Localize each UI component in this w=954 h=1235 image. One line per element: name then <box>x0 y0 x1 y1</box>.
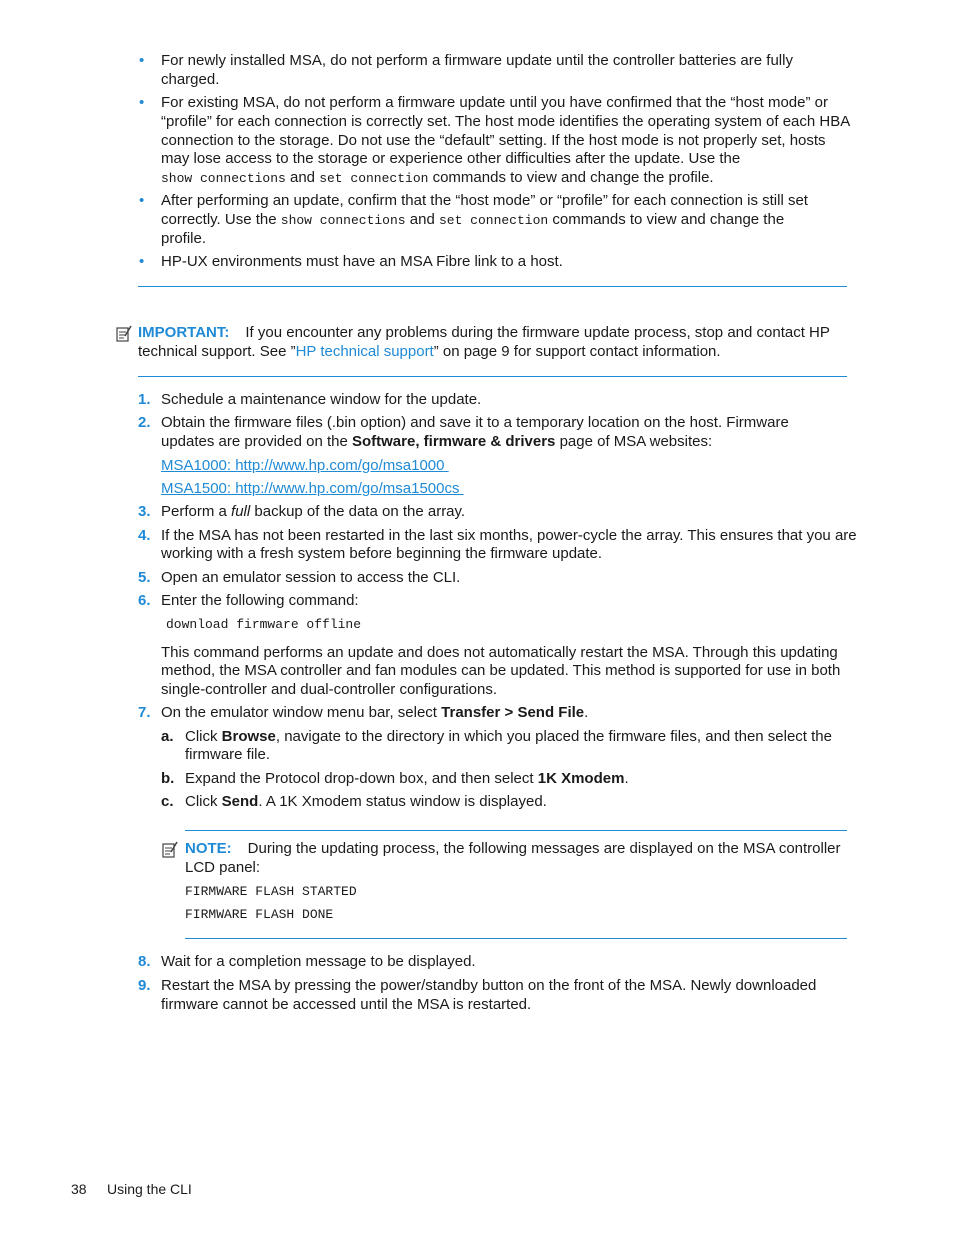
msa1500-link-row <box>161 479 464 498</box>
step-3-pre: Perform a <box>161 503 232 520</box>
transfer-send-file-label: Transfer > Send File <box>441 704 585 721</box>
bullet-3-pre: correctly. Use the <box>161 211 281 228</box>
conjunction: and <box>285 169 320 186</box>
substep-c-text <box>185 792 547 811</box>
bullet-marker: • <box>139 192 145 209</box>
bullet-marker: • <box>139 253 145 270</box>
step-8-text: Wait for a completion message to be displayed. <box>161 953 476 970</box>
substep-c-post: . A 1K Xmodem status window is displayed. <box>258 793 547 810</box>
bullet-2-tail: commands to view and change the profile. <box>428 169 714 186</box>
step-6-para-line-2: method, the MSA controller and fan modules can be updated. This method is supported for use in both <box>161 662 841 679</box>
bullet-marker: • <box>139 52 145 69</box>
command-show-connections: show connections <box>161 171 286 186</box>
substep-b-text <box>185 769 629 788</box>
note-line-2: LCD panel: <box>185 859 261 876</box>
step-4-line-2: working with a fresh system before beginning the firmware update. <box>161 545 603 562</box>
note-label: NOTE: <box>185 840 232 857</box>
step-6-para-line-3: single-controller and dual-controller configurations. <box>161 681 498 698</box>
send-label: Send <box>221 793 259 810</box>
step-3-post: backup of the data on the array. <box>250 503 466 520</box>
step-7-post: . <box>584 704 589 721</box>
substep-a-post: , navigate to the directory in which you placed the firmware files, and then select the <box>275 728 832 745</box>
step-number: 6. <box>138 592 151 609</box>
step-2-line-2 <box>161 432 712 451</box>
substep-letter: a. <box>161 728 174 745</box>
important-text: If you encounter any problems during the firmware update process, stop and contact HP <box>245 324 830 341</box>
substep-a-line-1 <box>185 727 832 746</box>
step-number: 9. <box>138 977 151 994</box>
important-line-1 <box>138 323 830 342</box>
command-set-connection: set connection <box>319 171 429 186</box>
software-firmware-drivers-label: Software, firmware & drivers <box>351 433 556 450</box>
substep-b-post: . <box>624 770 629 787</box>
step-9-line-1: Restart the MSA by pressing the power/standby button on the front of the MSA. Newly downloaded <box>161 977 817 994</box>
command-set-connection: set connection <box>438 213 549 228</box>
xmodem-label: 1K Xmodem <box>537 770 625 787</box>
msa1000-link-row <box>161 456 449 475</box>
lcd-message: FIRMWARE FLASH STARTED <box>185 884 357 899</box>
command-download-firmware: download firmware offline <box>166 617 362 632</box>
important-label: IMPORTANT: <box>138 324 230 341</box>
bullet-marker: • <box>139 94 145 111</box>
step-2-line-1: Obtain the firmware files (.bin option) and save it to a temporary location on the host. Firmware <box>161 414 789 431</box>
msa1500-link[interactable]: MSA1500: http://www.hp.com/go/msa1500cs <box>161 480 464 497</box>
step-7-text <box>161 703 588 722</box>
bullet-3-line-1: After performing an update, confirm that the “host mode” or “profile” for each connection is still set <box>161 192 808 209</box>
bullet-2-line-2: “profile” for each connection is correctly set. The host mode identifies the operating system of each HBA <box>161 113 851 130</box>
important-text-post: ” on page 9 for support contact information. <box>433 343 721 360</box>
step-number: 5. <box>138 569 151 586</box>
divider <box>138 376 847 377</box>
step-number: 2. <box>138 414 151 431</box>
bullet-2-line-1: For existing MSA, do not perform a firmware update until you have confirmed that the “host mode” or <box>161 94 828 111</box>
step-number: 4. <box>138 527 151 544</box>
step-2-pre: updates are provided on the <box>161 433 352 450</box>
step-number: 1. <box>138 391 151 408</box>
step-1-text: Schedule a maintenance window for the update. <box>161 391 482 408</box>
conjunction: and <box>405 211 439 228</box>
substep-b-pre: Expand the Protocol drop-down box, and then select <box>185 770 538 787</box>
step-3-text <box>161 502 465 521</box>
note-pad-icon <box>161 841 179 859</box>
step-4-line-1: If the MSA has not been restarted in the last six months, power-cycle the array. This ensures that you are <box>161 527 857 544</box>
step-9-line-2: firmware cannot be accessed until the MSA is restarted. <box>161 996 532 1013</box>
step-number: 7. <box>138 704 151 721</box>
bullet-3-post: commands to view and change the <box>548 211 785 228</box>
bullet-1-line-2: charged. <box>161 71 220 88</box>
note-text: During the updating process, the following messages are displayed on the MSA controller <box>247 840 841 857</box>
section-title: Using the CLI <box>107 1181 192 1197</box>
bullet-3-line-2 <box>161 210 784 230</box>
bullet-4-line-1: HP-UX environments must have an MSA Fibre link to a host. <box>161 253 563 270</box>
step-7-pre: On the emulator window menu bar, select <box>161 704 442 721</box>
page-number: 38 <box>71 1181 87 1197</box>
divider <box>185 830 847 831</box>
lcd-message: FIRMWARE FLASH DONE <box>185 907 334 922</box>
step-number: 3. <box>138 503 151 520</box>
divider <box>138 286 847 287</box>
substep-letter: c. <box>161 793 174 810</box>
step-2-post: page of MSA websites: <box>555 433 713 450</box>
step-6-text: Enter the following command: <box>161 592 359 609</box>
step-6-para-line-1: This command performs an update and does not automatically restart the MSA. Through this updating <box>161 644 838 661</box>
bullet-1-line-1: For newly installed MSA, do not perform a firmware update until the controller batteries are fully <box>161 52 793 69</box>
substep-a-pre: Click <box>185 728 222 745</box>
bullet-2-line-5 <box>161 168 714 188</box>
step-number: 8. <box>138 953 151 970</box>
step-3-emphasis: full <box>231 503 251 520</box>
browse-label: Browse <box>221 728 276 745</box>
msa1000-link[interactable]: MSA1000: http://www.hp.com/go/msa1000 <box>161 457 449 474</box>
important-line-2 <box>138 342 721 361</box>
substep-c-pre: Click <box>185 793 222 810</box>
command-show-connections: show connections <box>280 213 406 228</box>
bullet-3-line-3: profile. <box>161 230 207 247</box>
substep-letter: b. <box>161 770 175 787</box>
note-pad-icon <box>115 325 133 343</box>
bullet-2-line-3: connection to the storage. Do not use the “default” setting. If the host mode is not properly set, hosts <box>161 132 826 149</box>
bullet-2-line-4: may lose access to the storage or experience other difficulties after the update. Use the <box>161 150 741 167</box>
note-line-1 <box>185 839 841 858</box>
important-text-pre: technical support. See ” <box>138 343 296 360</box>
divider <box>185 938 847 939</box>
hp-technical-support-link[interactable]: HP technical support <box>295 343 434 360</box>
substep-a-line-2: firmware file. <box>185 746 271 763</box>
step-5-text: Open an emulator session to access the CLI. <box>161 569 461 586</box>
